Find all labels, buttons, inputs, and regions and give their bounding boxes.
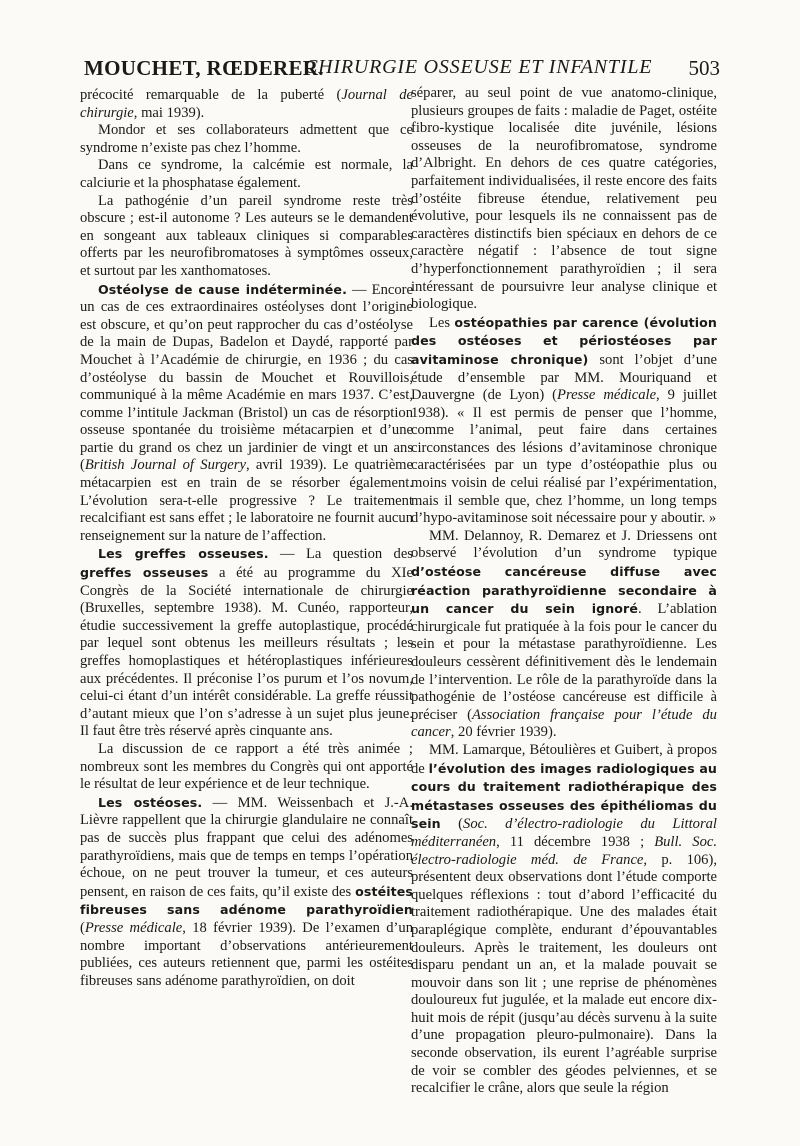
paragraph: La discussion de ce rapport a été très animée ; nombreux sont les membres du Congrès qui ont apporté le résultat de leur expérience et de leur technique. xyxy=(80,740,413,793)
header-authors: MOUCHET, RŒDERER. xyxy=(84,56,324,80)
section-osteolyse: Ostéolyse de cause indéterminée. — Encore un cas de ces extraordinaires ostéolyses dont l’origine est obscure, et qu’on peut rapprocher du cas d’ostéolyse de la main de Dupas, Badelon et Daydé, rapporté par Mouchet à l’Académie de chirurgie, en 1936 ; du cas d’ostéolyse du bassin de Mouchet et Rouvillois, communiqué à la même Académie en mars 1937. C’est, comme l’intitule Jackman (Bristol) un cas de résorption osseuse spontanée du troisième métacarpien et d’une partie du grand os chez un jardinier de vingt et un ans (British Journal of Surgery, avril 1939). Le quatrième métacarpien est en train de se résorber également. L’évolution sera-t-elle progressive ? Le traitement recalcifiant est sans effet ; le laboratoire ne fournit aucun renseignement sur la nature de l’affection. xyxy=(80,281,414,544)
section-greffes: Les greffes osseuses. — La question des greffes osseuses a été au programme du XIe Congrès de la Société internationale de chirurgie (Bruxelles, septembre 1938). M. Cunéo, rapporteur, étudie successivement la greffe autoplastique, procédé par lequel sont obtenus les meilleurs résultats ; les greffes homoplastiques et hétéroplastiques inférieures aux précédentes. Il préconise l’os purum et l’os novum, celui-ci étant d’un intérêt considérable. La greffe réussit d’autant mieux que l’on s’adresse à un sujet plus jeune. Il faut être très réservé après cinquante ans. xyxy=(80,546,413,740)
paragraph: Mondor et ses collaborateurs admettent que ce syndrome n’existe pas chez l’homme. xyxy=(80,122,413,156)
paragraph-osteopathies: Les ostéopathies par carence (évolution des ostéoses et périostéoses par avitaminose chronique) sont l’objet d’une étude d’ensemble par MM. Mouriquand et Dauvergne (de Lyon) (Presse médicale, 9 juillet 1938). « Il est permis de penser que l’homme, comme l’animal, peut faire dans certaines circonstances des lésions d’avitaminose chronique caractérisées par un type d’ostéopathie plus ou moins voisin de celui réalisé par l’expérimentation, mais il semble que, chez l’homme, un long temps d’hypo-avitaminose soit nécessaire pour y aboutir. » xyxy=(411,314,717,527)
right-column xyxy=(411,85,717,1098)
left-column xyxy=(80,87,413,990)
section-heading: Ostéolyse de cause indéterminée. xyxy=(98,281,347,297)
paragraph: séparer, au seul point de vue anatomo-clinique, plusieurs groupes de faits : maladie de Paget, ostéite fibro-kystique localisée dite juvénile, lésions osseuses de la neurofibromatose, syndrome d’Albright. En dehors de ces quatre catégories, parfaitement individualisées, il reste encore des faits d’ostéite fibreuse étendue, relativement peu évolutive, pour lesquels ils ne connaissent pas de caractères distinctifs bien spéciaux en dehors de ce caractère négatif : l’absence de tout signe d’hyperfonctionnement parathyroïdien ; il sera intéressant de poursuivre leur analyse clinique et biologique. xyxy=(411,85,717,313)
header-title: CHIRURGIE OSSEUSE ET INFANTILE xyxy=(304,56,653,78)
section-osteoses: Les ostéoses. — MM. Weissenbach et J.-A. Lièvre rappellent que la chirurgie glandulaire ne connaît pas de succès plus frappant que celui des adénomes parathyroïdiens, mais que de temps en temps l’opération échoue, on ne peut trouver la tumeur, et ces auteurs pensent, en raison de ces faits, qu’il existe des ostéites fibreuses sans adénome parathyroïdien (Presse médicale, 18 février 1939). De l’examen d’un nombre important d’observations antérieurement publiées, ces auteurs retiennent que, parmi les ostéites fibreuses sans adénome parathyroïdien, on doit xyxy=(80,794,413,989)
paragraph: Dans ce syndrome, la calcémie est normale, la calciurie et la phosphatase également. xyxy=(80,157,413,191)
paragraph-radiologie: MM. Lamarque, Bétoulières et Guibert, à propos de l’évolution des images radiologiques au cours du traitement radiothérapique des métastases osseuses des épithéliomas du sein (Soc. d’électro-radiologie du Littoral méditerranéen, 11 décembre 1938 ; Bull. Soc. électro-radiologie méd. de France, p. 106), présentent deux observations dont l’étude comporte quelques réflexions : tout d’abord l’efficacité du traitement radiothérapique. Une des malades était paraplégique complète, endurant d’épouvantables douleurs. Après le traitement, les douleurs ont disparu pendant un an, et la malade pouvait se mouvoir dans son lit ; une reprise de phénomènes douloureux fut jugulée, et la malade eut encore dix-huit mois de répit (jusqu’au décès survenu à la suite d’une propagation pleuro-pulmonaire). Dans la seconde observation, ils eurent l’agréable surprise de voir se combler des géodes pelviennes, et se recalcifier le crâne, alors que seule la région xyxy=(411,741,717,1097)
paragraph: La pathogénie d’un pareil syndrome reste très obscure ; est-il autonome ? Les auteurs se le demandent en songeant aux tableaux cliniques si comparables offerts par les neurofibromatoses à symptômes osseux, et surtout par les xanthomatoses. xyxy=(80,192,413,279)
section-heading: Les greffes osseuses. xyxy=(98,546,269,562)
paragraph: précocité remarquable de la puberté (Journal de chirurgie, mai 1939). xyxy=(80,87,413,121)
paragraph-osteose-cancereuse: MM. Delannoy, R. Demarez et J. Driessens ont observé l’évolution d’un syndrome typique d’ostéose cancéreuse diffuse avec réaction parathyroïdienne secondaire à un cancer du sein ignoré. L’ablation chirurgicale fut pratiquée à la fois pour le cancer du sein et pour la métastase parathyroïdienne. Les douleurs cessèrent définitivement dès le lendemain de l’intervention. Le rôle de la parathyroïde dans la pathogénie de l’ostéose cancéreuse est difficile à préciser (Association française pour l’étude du cancer, 20 février 1939). xyxy=(411,527,717,741)
page-number: 503 xyxy=(688,56,720,80)
section-heading: Les ostéoses. xyxy=(98,794,203,810)
running-header xyxy=(60,56,720,82)
